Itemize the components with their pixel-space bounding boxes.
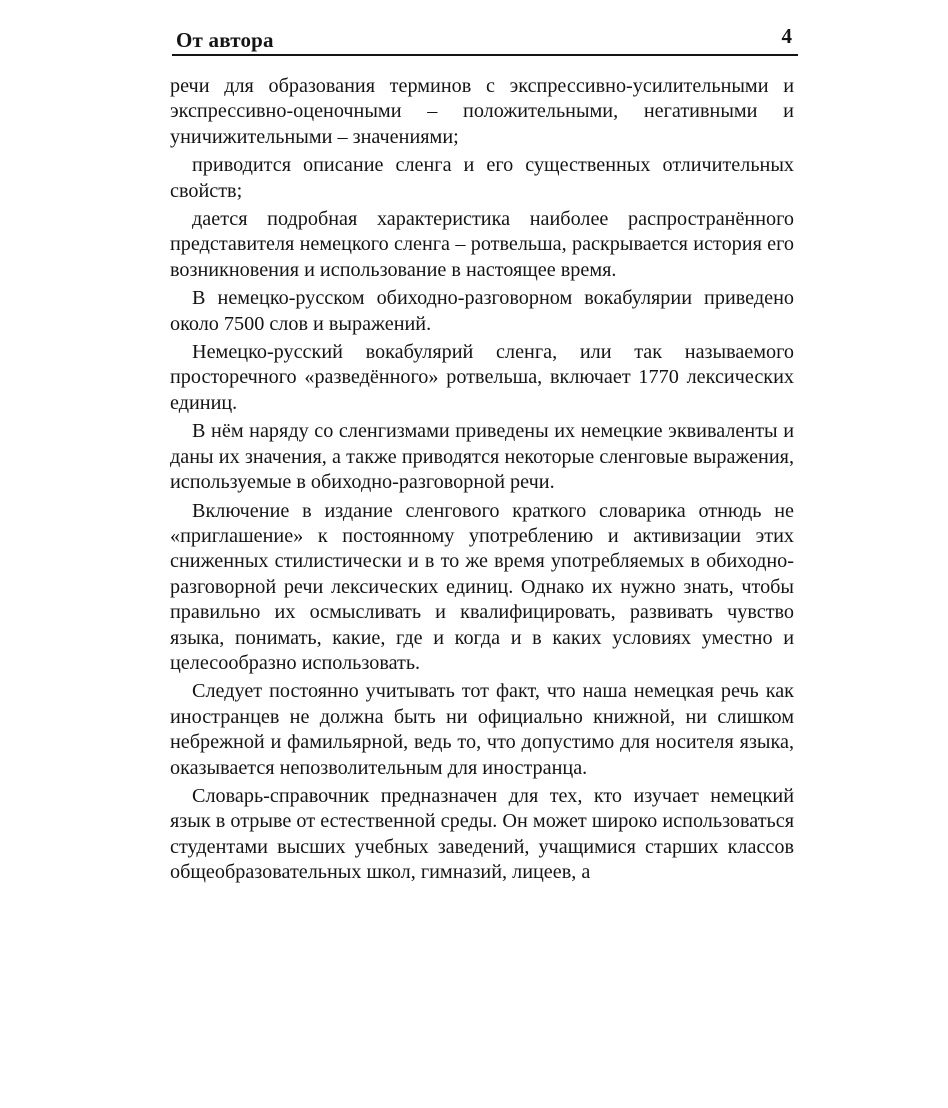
paragraph: Включение в издание сленгового краткого словарика отнюдь не «приглашение» к постоянному употреблению и активизации этих сниженных стилистически и в то же время употребляемых в обиходно-разговорной речи лексических единиц. Однако их нужно знать, чтобы правильно их осмысливать и квалифицировать, развивать чувство языка, понимать, какие, где и когда и в каких условиях уместно и целесообразно использовать. [170,499,794,674]
paragraph: В немецко-русском обиходно-разговорном вокабулярии приведено около 7500 слов и выражений. [170,287,794,335]
paragraph: дается подробная характеристика наиболее распространённого представителя немецкого сленга – ротвельша, раскрывается история его возникновения и использование в настоящее время. [170,208,794,281]
body-text [170,74,794,889]
paragraph: В нём наряду со сленгизмами приведены их немецкие эквиваленты и даны их значения, а также приводятся некоторые сленговые выражения, используемые в обиходно-разговорной речи. [170,420,794,494]
paragraph: Следует постоянно учитывать тот факт, что наша немецкая речь как иностранцев не должна быть ни официально книжной, ни слишком небрежной и фамильярной, ведь то, что допустимо для носителя языка, оказывается непозволительным для иностранца. [170,680,794,779]
section-title: От автора [176,28,274,52]
paragraph: Немецко-русский вокабулярий сленга, или так называемого просторечного «разведённого» ротвельша, включает 1770 лексических единиц. [170,341,794,414]
header-rule [172,54,798,56]
page-number: 4 [781,24,792,48]
paragraph: Словарь-справочник предназначен для тех, кто изучает немецкий язык в отрыве от естественной среды. Он может широко использоваться студентами высших учебных заведений, учащимися старших классов общеобразовательных школ, гимназий, лицеев, а [170,784,794,884]
paragraph: речи для образования терминов с экспрессивно-усилительными и экспрессивно-оценочными – положительными, негативными и уничижительными – значениями; [170,75,794,148]
paragraph: приводится описание сленга и его существенных отличительных свойств; [170,154,794,202]
running-head [176,24,796,54]
